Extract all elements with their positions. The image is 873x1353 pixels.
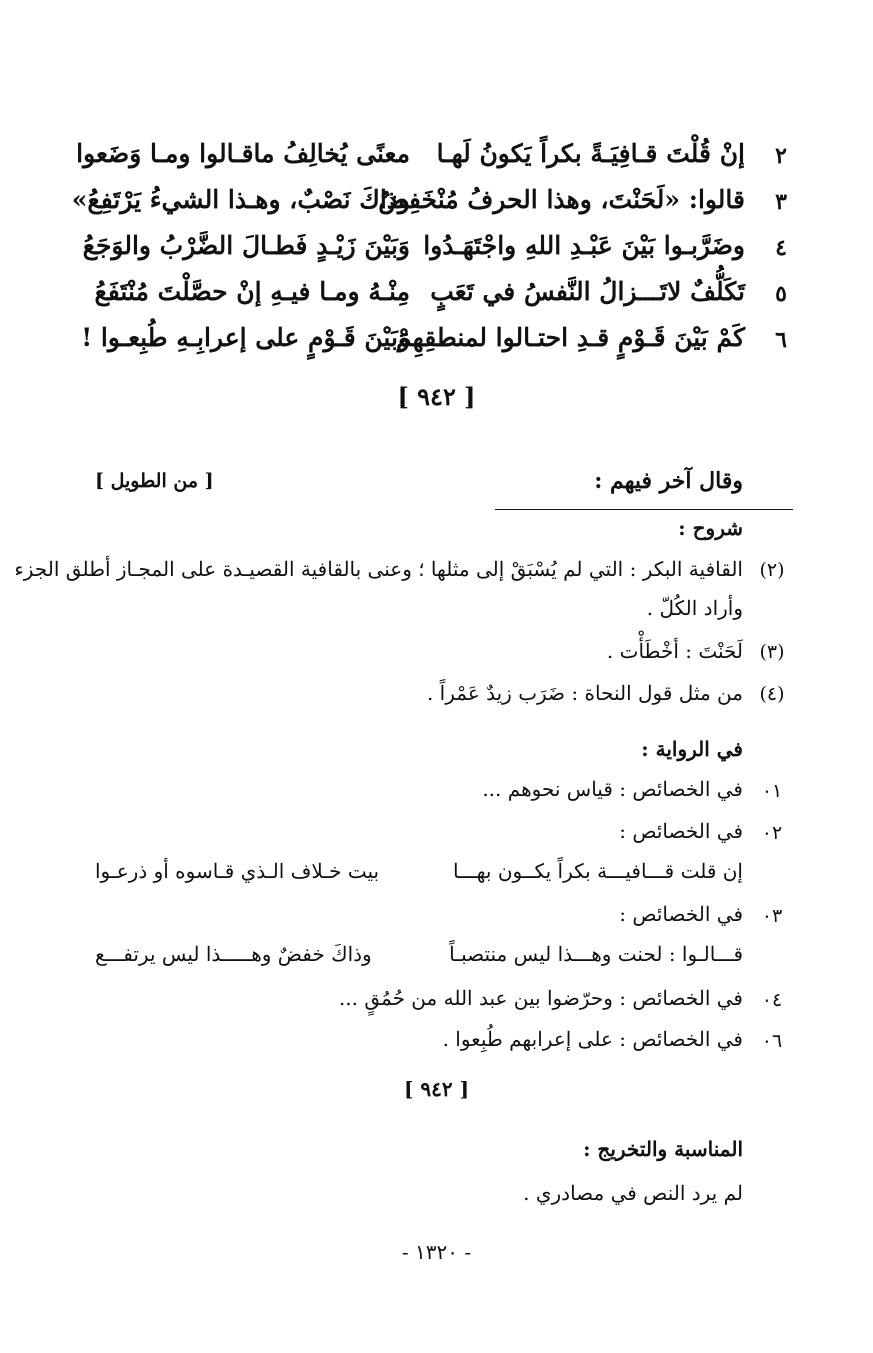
- riwaya-key: ٠٦: [761, 1030, 783, 1052]
- meter-label: [ من الطويل ]: [95, 470, 214, 492]
- verse: [71, 183, 795, 227]
- verse-number: ٢: [775, 143, 787, 169]
- page-number: - ١٣٢٠ -: [401, 1240, 472, 1264]
- riwaya-text: في الخصائص : على إعرابهم طُبِعوا .: [442, 1027, 743, 1051]
- verse-number: ٣: [775, 189, 787, 215]
- verse-second-hemistich: مِنْـهُ ومـا فيـهِ إنْ حصَّلْتَ مُنْتَفَعُ: [94, 277, 410, 306]
- verse-number: ٤: [775, 235, 787, 261]
- verse-second-hemistich: معنًى يُخالِفُ ماقـالوا ومـا وَضَعوا: [76, 139, 410, 168]
- takhrij-heading: المناسبة والتخريج :: [583, 1137, 743, 1161]
- note-text-continuation: وأراد الكُلّ .: [646, 596, 743, 620]
- takhrij-text: لم يرد النص في مصادري .: [523, 1181, 743, 1205]
- note-key: (٤): [759, 683, 785, 705]
- verse-number: ٦: [775, 327, 787, 353]
- verse-first-hemistich: قالوا: «لَحَنْتَ، وهذا الحرفُ مُنْخَفِضٌ: [378, 185, 745, 214]
- section-title: وقال آخر فيهم :: [594, 468, 743, 494]
- riwaya-verse-second: وذاكَ خفضٌ وهـــــذا ليس يرتفـــع: [95, 942, 372, 966]
- verse-first-hemistich: كَمْ بَيْنَ قَـوْمٍ قـدِ احتـالوا لمنطقِهِمْ: [396, 323, 745, 352]
- note-text: القافية البكر : التي لم يُسْبَقْ إلى مثلها ؛ وعنى بالقافية القصيـدة على المجـاز أطلق الجزء: [14, 557, 743, 581]
- verse: [80, 275, 795, 319]
- verse-first-hemistich: إنْ قُلْتَ قـافِيَـةً بكراً يَكونُ لَهـا: [436, 139, 745, 168]
- note-text: من مثل قول النحاة : ضَرَب زيدٌ عَمْراً .: [426, 681, 743, 705]
- verse-second-hemistich: وذاكَ نَصْبٌ، وهـذا الشيءُ يَرْتَفِعُ»: [71, 185, 410, 214]
- note-key: (٢): [759, 559, 785, 581]
- riwaya-verse-first: قـــالـوا : لحنت وهـــذا ليس منتصبـاً: [449, 942, 743, 966]
- riwaya-text: في الخصائص : وحرّضوا بين عبد الله من حُمُقٍ ...: [338, 986, 743, 1010]
- riwaya-key: ٠٤: [761, 989, 783, 1011]
- commentary-heading: شروح :: [678, 516, 743, 540]
- riwaya-text: في الخصائص :: [619, 819, 743, 843]
- note-key: (٣): [759, 641, 785, 663]
- verse-first-hemistich: وضَرَّبـوا بَيْنَ عَبْـدِ اللهِ واجْتَهَـدُوا: [423, 231, 745, 260]
- verse-second-hemistich: وَبَيْنَ قَـوْمٍ على إعرابِـهِ طُبِعـوا !: [81, 323, 410, 352]
- riwaya-key: ٠١: [761, 780, 783, 802]
- riwaya-key: ٠٣: [761, 905, 783, 927]
- riwaya-key: ٠٢: [761, 822, 783, 844]
- verse-second-hemistich: وَبَيْنَ زَيْـدٍ فَطـالَ الضَّرْبُ والوَجَعُ: [82, 231, 410, 260]
- riwaya-heading: في الرواية :: [641, 737, 743, 761]
- poem-number-reference: [ ٩٤٢ ]: [397, 382, 476, 411]
- verse: [80, 229, 795, 273]
- riwaya-verse-second: بيت خـلاف الـذي قـاسوه أو ذرعـوا: [95, 859, 380, 883]
- verse-number: ٥: [775, 281, 787, 307]
- riwaya-text: في الخصائص :: [619, 902, 743, 926]
- riwaya-verse-first: إن قلت قـــافيـــة بكراً يكــون بهـــا: [453, 859, 743, 883]
- poem-number-reference-footer: [ ٩٤٢ ]: [403, 1077, 470, 1101]
- verse: [76, 137, 795, 181]
- note-text: لَحَنْتَ : أخْطَأْت .: [606, 639, 743, 663]
- riwaya-text: في الخصائص : قياس نحوهم ...: [482, 777, 743, 801]
- verse: [80, 321, 795, 365]
- section-divider: [495, 509, 793, 510]
- verse-first-hemistich: تَكَلُّفٌ لاتَـــزالُ النَّفسُ في تَعَبٍ: [430, 277, 745, 306]
